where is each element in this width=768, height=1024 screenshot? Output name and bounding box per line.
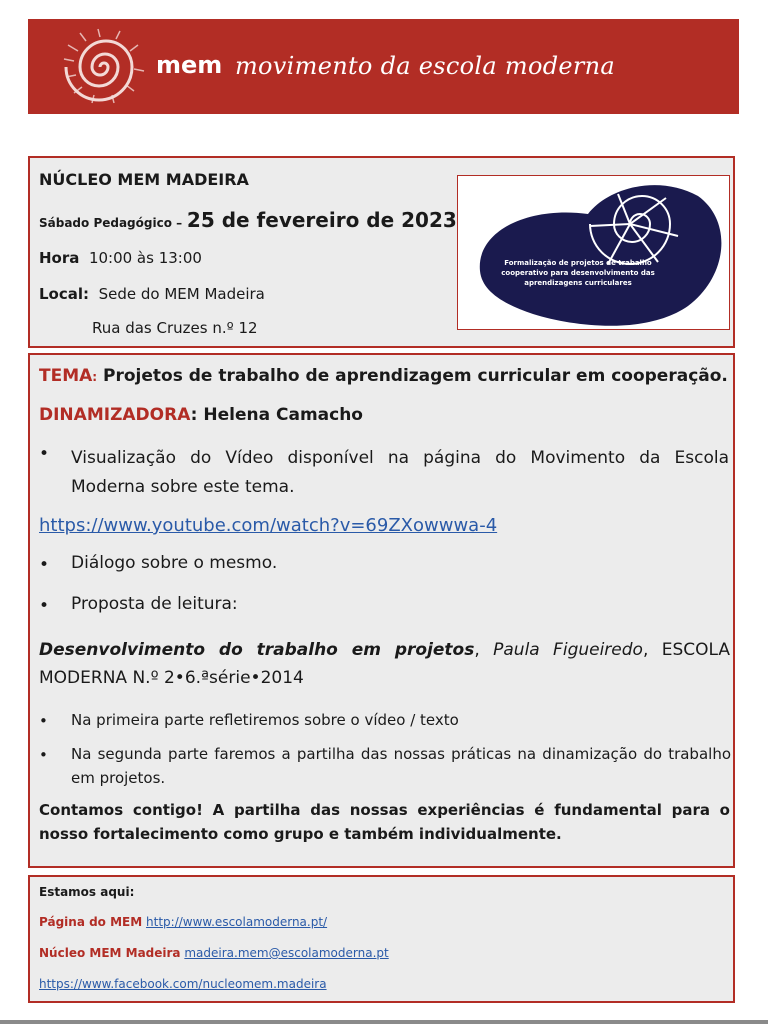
hour-value: 10:00 às 13:00 [88,249,202,267]
bullet-text: Visualização do Vídeo disponível na página do Movimento da Escola Moderna sobre este tema. [71,448,729,497]
event-info-box [28,156,735,348]
event-date: 25 de fevereiro de 2023 [186,208,457,232]
dinamizadora-line [39,405,363,425]
bullet-icon: • [39,712,48,730]
event-place-line [39,285,265,303]
bullet-text: Proposta de leitura: [71,594,238,614]
contacts-box [28,875,735,1003]
bottom-divider [0,1020,768,1024]
nautilus-logo-frame [457,175,730,330]
session-box [28,353,735,868]
dinamizadora-label: DINAMIZADORA [39,405,191,425]
bullet-icon: • [39,555,50,575]
dinamizadora-value: : Helena Camacho [190,405,363,425]
nucleo-email-row [39,946,389,960]
mem-page-row [39,915,327,929]
hour-label: Hora [39,249,80,267]
nucleo-email-link[interactable]: madeira.mem@escolamoderna.pt [184,946,389,960]
tema-separator: : [92,370,98,384]
brand-tagline: movimento da escola moderna [235,52,616,80]
mem-page-label: Página do MEM [39,915,143,929]
reading-author: Paula Figueiredo [493,640,643,660]
tema-label: TEMA [39,366,93,386]
bullet-text: Diálogo sobre o mesmo. [71,553,278,573]
tema-value: Projetos de trabalho de aprendizagem curricular em cooperação. [103,366,728,386]
date-prefix: Sábado Pedagógico – [39,216,183,230]
facebook-link[interactable]: https://www.facebook.com/nucleomem.madeira [39,977,327,991]
reading-reference: Desenvolvimento do trabalho em projetos, Paula Figueiredo, ESCOLA MODERNA N.º 2•6.ªsérie•2014 [39,640,730,688]
header-banner [28,19,739,114]
place-value: Sede do MEM Madeira [98,285,265,303]
closing-message: Contamos contigo! A partilha das nossas experiências é fundamental para o nosso fortalecimento como grupo e também individualmente. [39,801,730,843]
reading-source: ESCOLA MODERNA N.º 2•6.ªsérie•2014 [39,640,730,688]
nautilus-shell-icon [458,176,729,329]
event-address: Rua das Cruzes n.º 12 [92,319,258,337]
bullet-text: Na primeira parte refletiremos sobre o vídeo / texto [71,711,459,729]
reading-title: Desenvolvimento do trabalho em projetos [39,640,475,660]
bullet-icon: • [39,746,48,764]
contacts-heading: Estamos aqui: [39,885,135,899]
event-date-line [39,208,457,232]
nucleo-title: NÚCLEO MEM MADEIRA [39,170,249,189]
event-hour-line [39,249,202,267]
bullet-text: Na segunda parte faremos a partilha das nossas práticas na dinamização do trabalho em projetos. [71,745,731,787]
mem-spiral-logo-icon [58,25,150,109]
video-link[interactable]: https://www.youtube.com/watch?v=69ZXowwwa-4 [39,515,498,536]
nucleo-label: Núcleo MEM Madeira [39,946,181,960]
brand-name: mem [156,51,223,79]
tema-line [39,366,728,386]
bullet-icon: • [39,596,50,616]
nautilus-logo-text: Formalização de projetos de trabalho cooperativo para desenvolvimento das aprendizagens curriculares [501,259,655,287]
bullet-icon: • [39,444,50,464]
place-label: Local: [39,285,90,303]
mem-page-link[interactable]: http://www.escolamoderna.pt/ [146,915,328,929]
